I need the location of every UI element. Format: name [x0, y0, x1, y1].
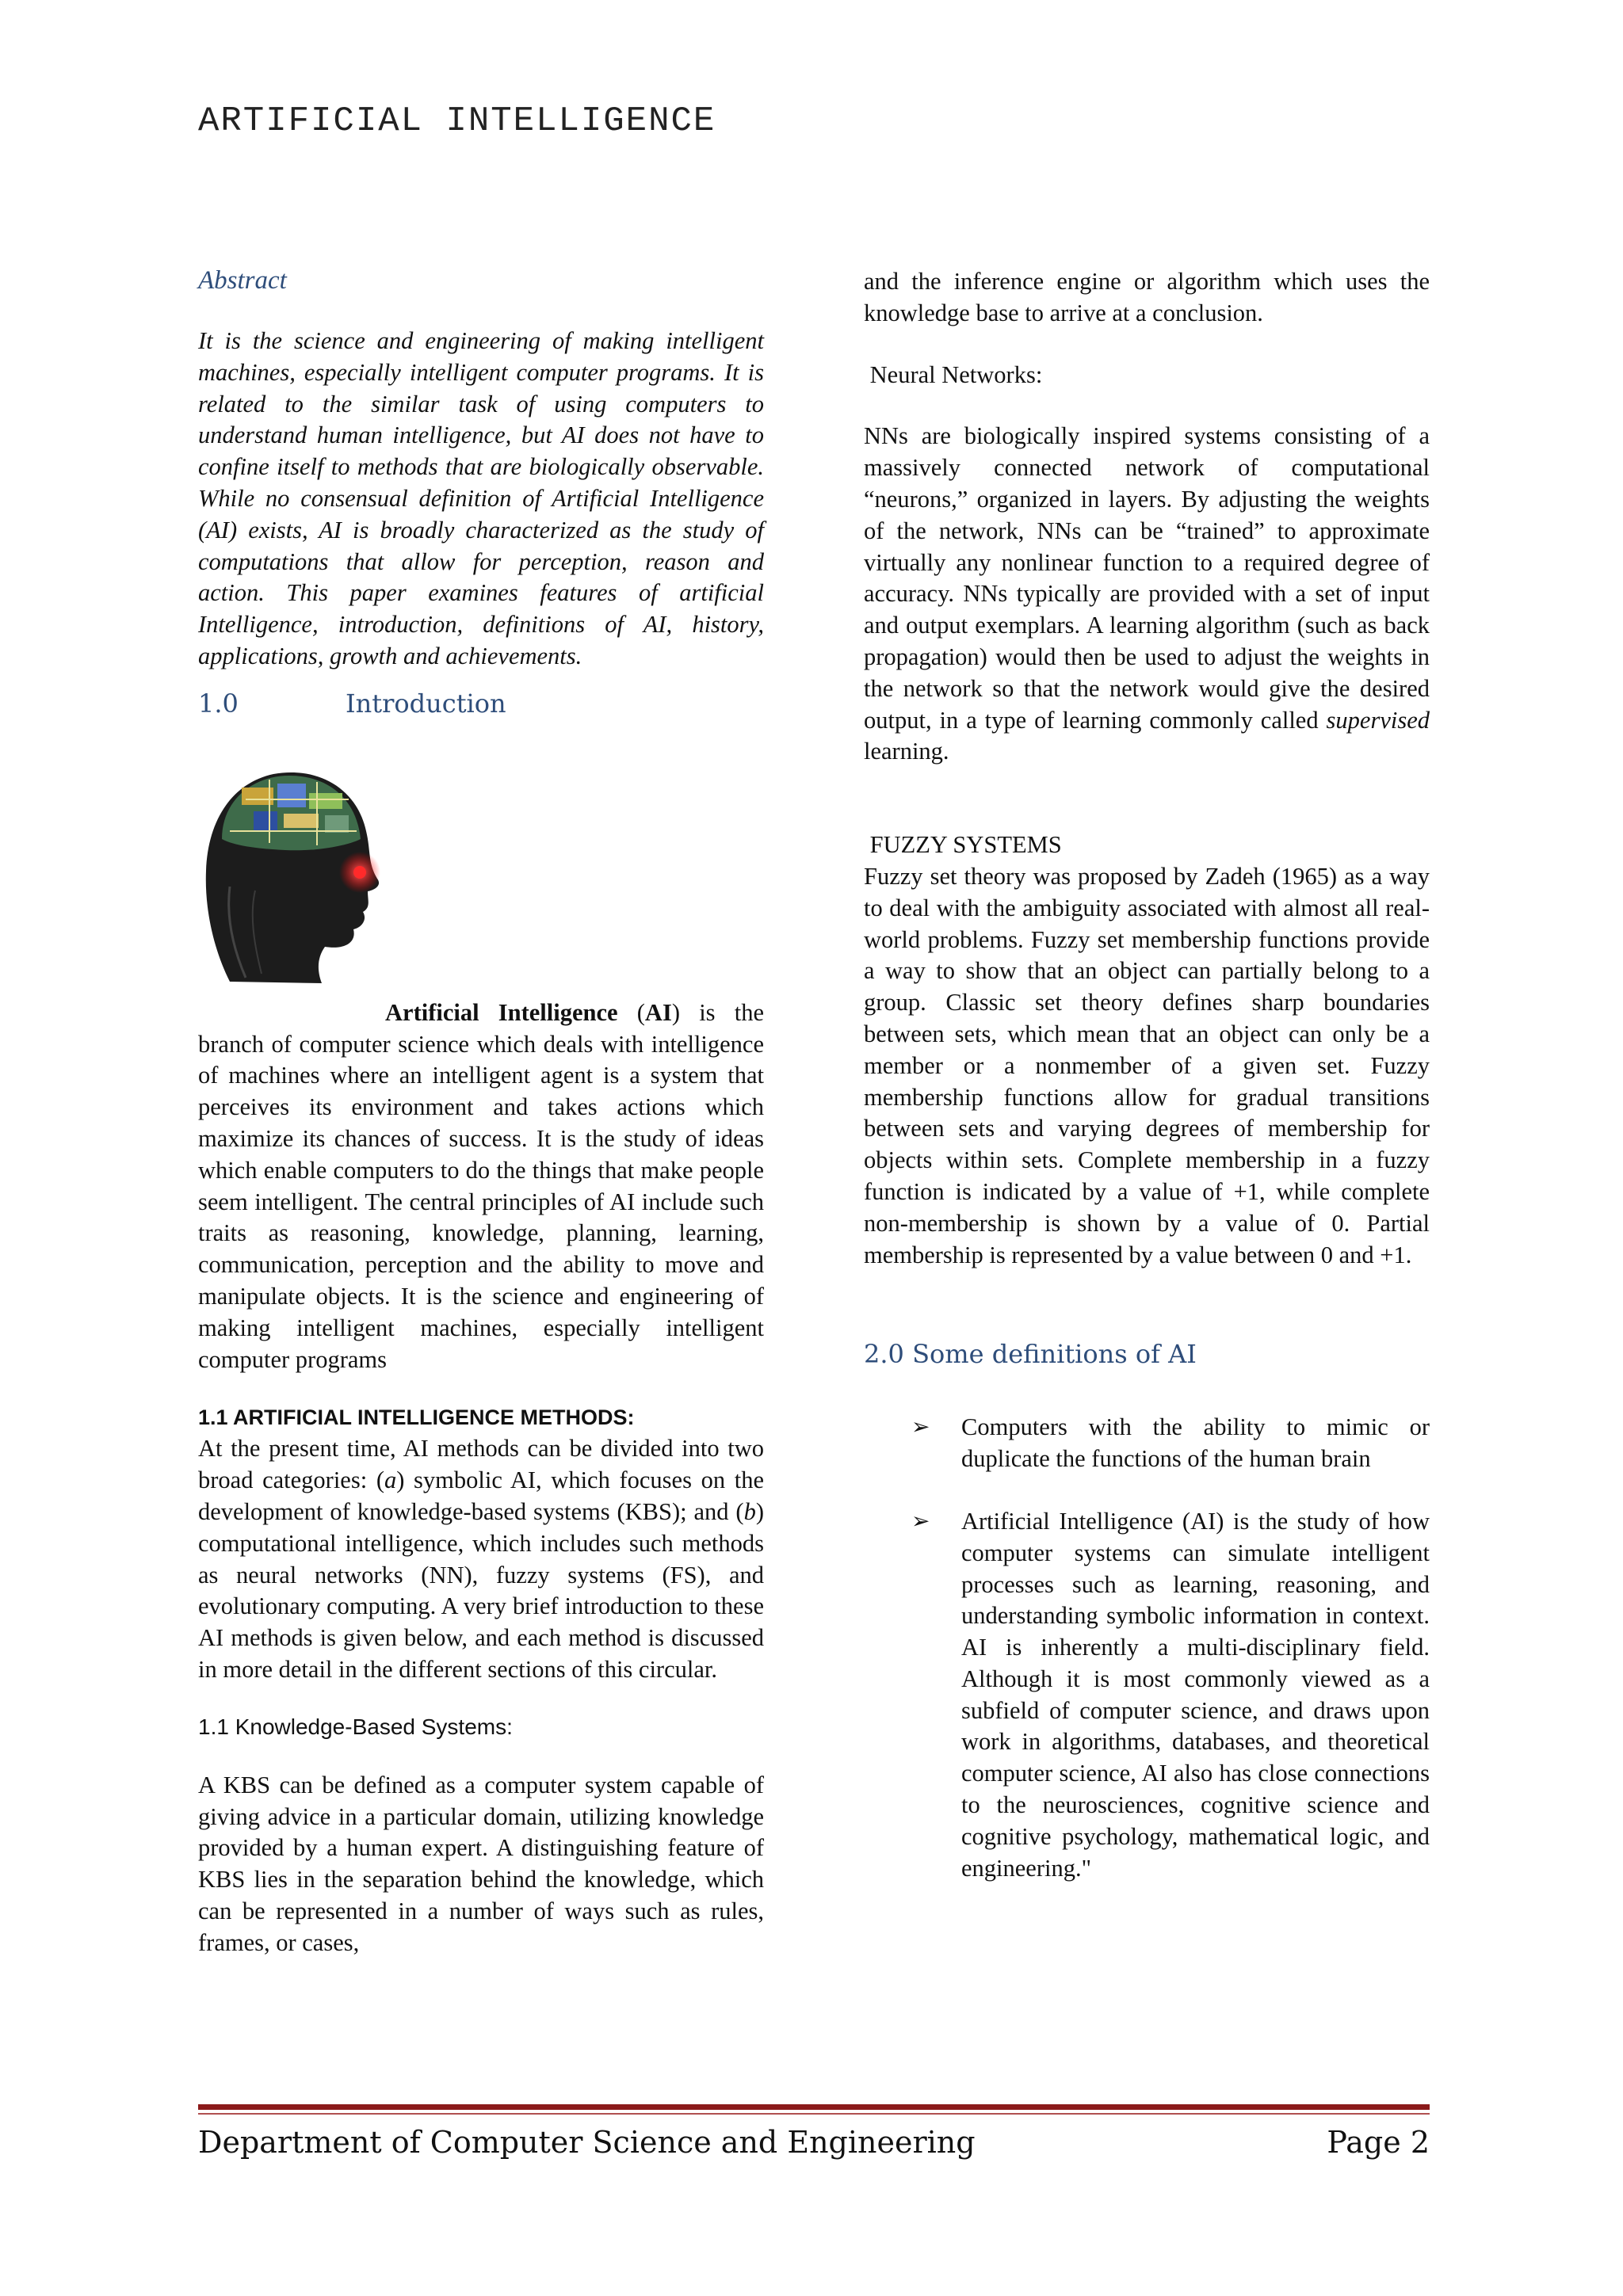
- nn-body: [864, 421, 1430, 768]
- methods-text-3: ) computational intelligence, which includes such methods as neural networks (NN), fuzzy systems (FS), and evolutionary computing. A very brief introduction to these AI methods is given below, and each method is discussed in more detail in the different sections of this circular.: [198, 1497, 764, 1683]
- left-column: [198, 266, 764, 1958]
- fuzzy-body: Fuzzy set theory was proposed by Zadeh (1965) as a way to deal with the ambiguity associated with almost all real-world problems. Fuzzy set membership functions provide a way to show that an object can partially belong to a group. Classic set theory defines sharp boundaries between sets, which mean that an object can only be a member or a nonmember of a given set. Fuzzy membership functions allow for gradual transitions between sets and varying degrees of membership for objects within sets. Complete membership in a fuzzy function is indicated by a value of +1, while complete non-membership is shown by a value of 0. Partial membership is represented by a value between 0 and +1.: [864, 862, 1430, 1268]
- abstract-body: It is the science and engineering of making intelligent machines, especially intelligent computer programs. It is related to the similar task of using computers to understand human intelligence, but AI does not have to confine itself to methods that are biologically observable. While no consensual definition of Artificial Intelligence (AI) exists, AI is broadly characterized as the study of computations that allow for perception, reason and action. This paper examines features of artificial Intelligence, introduction, definitions of AI, history, applications, growth and achievements.: [198, 327, 764, 669]
- page-number: Page 2: [1327, 2125, 1430, 2160]
- definition-text: Artificial Intelligence (AI) is the study of how computer systems can simulate intelligent processes such as learning, reasoning, and understanding symbolic information in context. AI is inherently a multi-disciplinary field. Although it is most commonly viewed as a subfield of computer science, and draws upon work in algorithms, databases, and theoretical computer science, AI also has close connections to the neurosciences, cognitive science and cognitive psychology, mathematical logic, and engineering.": [961, 1507, 1430, 1882]
- definitions-list: [864, 1412, 1430, 1884]
- intro-heading: [198, 688, 764, 719]
- footer-department: Department of Computer Science and Engineering: [198, 2125, 976, 2160]
- intro-paragraph: [198, 997, 764, 1376]
- methods-heading: 1.1 ARTIFICIAL INTELLIGENCE METHODS:: [198, 1405, 635, 1430]
- kbs-body: A KBS can be defined as a computer system capable of giving advice in a particular domain, utilizing knowledge provided by a human expert. A distinguishing feature of KBS lies in the separation behind the knowledge, which can be represented in a number of ways such as rules, frames, or cases,: [198, 1771, 764, 1956]
- fuzzy-heading: FUZZY SYSTEMS: [864, 831, 1062, 859]
- methods-text-1: At the present time, AI methods can be divided into two broad categories: (: [198, 1435, 764, 1494]
- definition-text: Computers with the ability to mimic or duplicate the functions of the human brain: [961, 1413, 1430, 1473]
- brain-figure: [198, 752, 764, 997]
- intro-title: Introduction: [346, 688, 506, 719]
- intro-rest: ) is the branch of computer science which deals with intelligence of machines where an intelligent agent is a system that perceives its environment and takes actions which maximize its chances of success. It is the study of ideas which enable computers to do the things that make people seem intelligent. The central principles of AI include such traits as reasoning, knowledge, planning, learning, communication, perception and the ability to move and manipulate objects. It is the science and engineering of making intelligent machines, especially intelligent computer programs: [198, 998, 764, 1373]
- methods-b: b: [743, 1497, 756, 1525]
- nn-heading: Neural Networks:: [864, 360, 1043, 388]
- intro-bold-abbr: AI: [644, 998, 672, 1026]
- ai-head-image: [198, 752, 382, 990]
- nn-italic: supervised: [1326, 706, 1430, 734]
- intro-number: 1.0: [198, 688, 239, 719]
- footer-rule-thin: [198, 2113, 1430, 2115]
- list-item: [864, 1412, 1430, 1475]
- methods-a: a: [384, 1466, 397, 1494]
- arrow-bullet-icon: ➢: [911, 1508, 930, 1534]
- definitions-heading: 2.0 Some definitions of AI: [864, 1339, 1197, 1370]
- right-column: [864, 266, 1430, 1915]
- running-title: ARTIFICIAL INTELLIGENCE: [198, 101, 716, 141]
- methods-text-2: ) symbolic AI, which focuses on the development of knowledge-based systems (KBS); and (: [198, 1466, 764, 1525]
- nn-text-2: learning.: [864, 738, 949, 765]
- intro-bold-term: Artificial Intelligence: [385, 998, 618, 1026]
- abstract-title: Abstract: [198, 266, 287, 295]
- footer-rule: [198, 2104, 1430, 2110]
- list-item: [864, 1506, 1430, 1885]
- page-footer: [198, 2125, 1430, 2160]
- kbs-heading: 1.1 Knowledge-Based Systems:: [198, 1714, 513, 1739]
- methods-paragraph: [198, 1433, 764, 1685]
- nn-text-1: NNs are biologically inspired systems consisting of a massively connected network of computational “neurons,” organized in layers. By adjusting the weights of the network, NNs can be “trained” to approximate virtually any nonlinear function to a required degree of accuracy. NNs typically are provided with a set of input and output exemplars. A learning algorithm (such as back propagation) would then be used to adjust the weights in the network so that the network would give the desired output, in a type of learning commonly called: [864, 422, 1430, 734]
- arrow-bullet-icon: ➢: [911, 1415, 930, 1440]
- kbs-continued: and the inference engine or algorithm which uses the knowledge base to arrive at a conclusion.: [864, 268, 1430, 326]
- intro-paren: (: [617, 998, 645, 1026]
